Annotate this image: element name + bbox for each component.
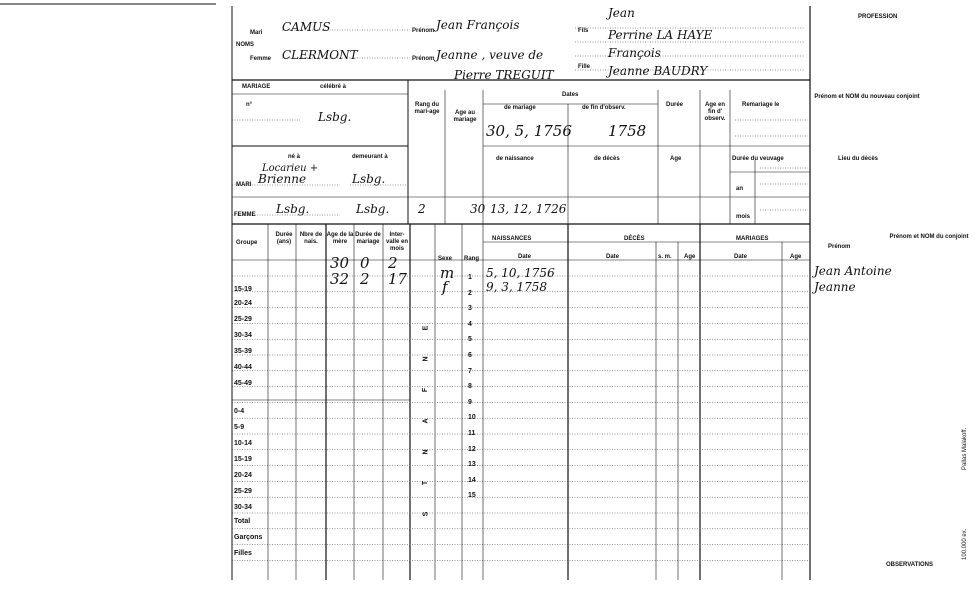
observations-label: OBSERVATIONS [886, 562, 934, 568]
naissances-header: NAISSANCES [492, 236, 532, 242]
age-fin-observ-label: Age en fin d' observ. [704, 102, 726, 122]
row2-age-mere: 32 [330, 270, 350, 288]
duree-veuvage-label: Durée du veuvage [732, 156, 784, 162]
rank-number: 9 [468, 398, 472, 406]
nbre-nais-header: Nbre de nais. [299, 232, 323, 245]
age-mere-header: Age de la mère [326, 232, 354, 245]
mariages-date-header: Date [734, 254, 748, 260]
group-label: 25-29 [234, 316, 252, 323]
noms-label: NOMS [236, 42, 254, 48]
celebre-label: célébré à [320, 84, 347, 90]
prenom-header: Prénom [828, 244, 851, 250]
rank-number: 11 [468, 430, 476, 437]
row1-age-mere: 30 [330, 254, 350, 272]
row2-date: 9, 3, 1758 [486, 280, 548, 294]
mere-femme: Jeanne BAUDRY [608, 64, 708, 78]
group-label: 20-24 [234, 300, 252, 307]
femme-naissance: Lsbg. [276, 202, 310, 216]
age-label: Age [670, 156, 682, 162]
mari-prenom-label: Prénom [412, 28, 435, 34]
row1-sexe: m [440, 264, 455, 282]
demeurant-label: demeurant à [352, 154, 388, 160]
mere-mari: Perrine LA HAYE [608, 28, 713, 42]
enfants-letter: F [422, 387, 430, 393]
copies-credit: 100.000 ex. [962, 528, 968, 560]
duree-ans-header: Durée (ans) [275, 232, 293, 245]
duree-mariage-header: Durée de mariage [355, 232, 381, 245]
rank-number: 13 [468, 461, 476, 469]
group-label: Total [234, 518, 251, 525]
de-naissance-label: de naissance [496, 156, 534, 162]
lieu-deces-label: Lieu du décès [838, 156, 879, 162]
group-label: 45-49 [234, 380, 252, 387]
row2-intervalle: 17 [388, 270, 408, 288]
group-label: 40-44 [234, 364, 252, 371]
enfants-letter: S [422, 511, 430, 517]
rank-number: 15 [468, 492, 476, 500]
row2-duree-mariage: 2 [360, 270, 370, 288]
rang-header: Rang [464, 256, 479, 262]
duree-label: Durée [666, 102, 684, 108]
rank-number: 7 [468, 367, 472, 375]
dates-label: Dates [562, 92, 579, 98]
femme-prenom-line2: Pierre TREGUIT [454, 68, 554, 82]
group-label: 35-39 [234, 348, 252, 355]
group-label: Garçons [234, 534, 263, 541]
ne-a-label: né à [288, 154, 301, 160]
pere-mari: Jean [608, 6, 635, 20]
sm-header: s. m. [658, 254, 672, 260]
rank-number: 12 [468, 445, 476, 453]
femme-label: Femme [250, 56, 272, 62]
enfants-letter: A [422, 418, 430, 424]
femme-prenom-line1: Jeanne , veuve de [436, 48, 544, 62]
fils-label: Fils [578, 28, 589, 34]
group-label: 15-19 [234, 286, 252, 293]
row1-date: 5, 10, 1756 [486, 266, 555, 280]
mari-naissance: Locarieu + [262, 163, 319, 174]
profession-label: PROFESSION [858, 14, 898, 20]
mariage-label: MARIAGE [242, 84, 271, 90]
enfants-letter: N [422, 356, 430, 362]
rank-number: 1 [468, 274, 472, 281]
rank-number: 6 [468, 352, 472, 359]
rank-number: 10 [468, 414, 476, 422]
row1-prenom: Jean Antoine [814, 264, 892, 278]
group-label: 30-34 [234, 332, 252, 339]
mari-naissance-2: Brienne [258, 172, 307, 186]
date-mariage: 30, 5, 1756 [486, 122, 572, 140]
de-deces-label: de décès [594, 156, 620, 162]
mois-label: mois [736, 214, 751, 220]
rank-number: 14 [468, 476, 476, 484]
rang-label: Rang du mari-age [414, 102, 440, 115]
deces-date-header: Date [606, 254, 620, 260]
rank-number: 8 [468, 383, 472, 391]
fille-label: Fille [578, 64, 591, 70]
rank-number: 5 [468, 336, 472, 344]
femme-label-row: FEMME [234, 212, 256, 218]
groupe-header: Groupe [236, 240, 258, 246]
fiche-de-famille [232, 6, 978, 578]
pere-femme: François [608, 46, 661, 60]
an-label: an [736, 186, 744, 192]
femme-rang: 2 [418, 202, 426, 216]
de-mariage-label: de mariage [504, 105, 536, 111]
deces-header: DÉCÈS [624, 236, 645, 242]
remariage-label: Remariage le [742, 102, 780, 108]
group-label: 10-14 [234, 440, 252, 447]
prenom-nom-conjoint-header: Prénom et NOM du conjoint [889, 234, 969, 240]
rank-number: 4 [468, 320, 472, 328]
enfants-letter: N [422, 449, 430, 455]
prenom-nom-nouveau-label: Prénom et NOM du nouveau conjoint [814, 94, 920, 100]
row2-prenom: Jeanne [814, 280, 856, 294]
femme-prenom-label: Prénom [412, 56, 435, 62]
mari-demeurant: Lsbg. [352, 172, 386, 186]
femme-date-naissance: 13, 12, 1726 [490, 202, 567, 216]
mari-label-row: MARI [236, 182, 252, 188]
row1-duree-mariage: 0 [360, 254, 370, 272]
deces-age-header: Age [684, 254, 696, 260]
rank-number: 3 [468, 305, 472, 313]
sexe-header: Sexe [438, 256, 453, 262]
enfants-letter: E [422, 325, 430, 331]
group-label: 20-24 [234, 472, 252, 479]
group-label: 25-29 [234, 488, 252, 495]
group-label: 15-19 [234, 456, 252, 463]
intervalle-header: Inter- valle en mois [385, 232, 408, 252]
naissance-date-header: Date [518, 254, 532, 260]
group-label: Filles [234, 550, 252, 557]
mari-prenom: Jean François [436, 18, 520, 32]
no-label: n° [246, 102, 253, 108]
mariages-age-header: Age [790, 254, 802, 260]
group-label: 0-4 [234, 408, 245, 415]
rank-number: 2 [468, 289, 472, 297]
row2-sexe: f [442, 278, 448, 296]
mari-label: Mari [250, 30, 263, 36]
fin-observ-label: de fin d'observ. [582, 105, 626, 111]
mariages-header: MARIAGES [736, 236, 769, 242]
row1-intervalle: 2 [388, 254, 398, 272]
mari-nom: CAMUS [282, 20, 331, 34]
date-fin-observ: 1758 [608, 122, 647, 140]
group-label: 5-9 [234, 424, 245, 431]
enfants-letter: T [422, 480, 430, 486]
femme-age: 30 [470, 202, 486, 216]
femme-demeurant: Lsbg. [356, 202, 390, 216]
age-au-mariage-label: Age au mariage [453, 110, 477, 123]
group-label: 30-34 [234, 504, 252, 511]
printer-credit: Pallas Malakoff. [962, 427, 968, 470]
lieu-mariage: Lsbg. [318, 110, 352, 124]
femme-nom: CLERMONT [282, 48, 358, 62]
